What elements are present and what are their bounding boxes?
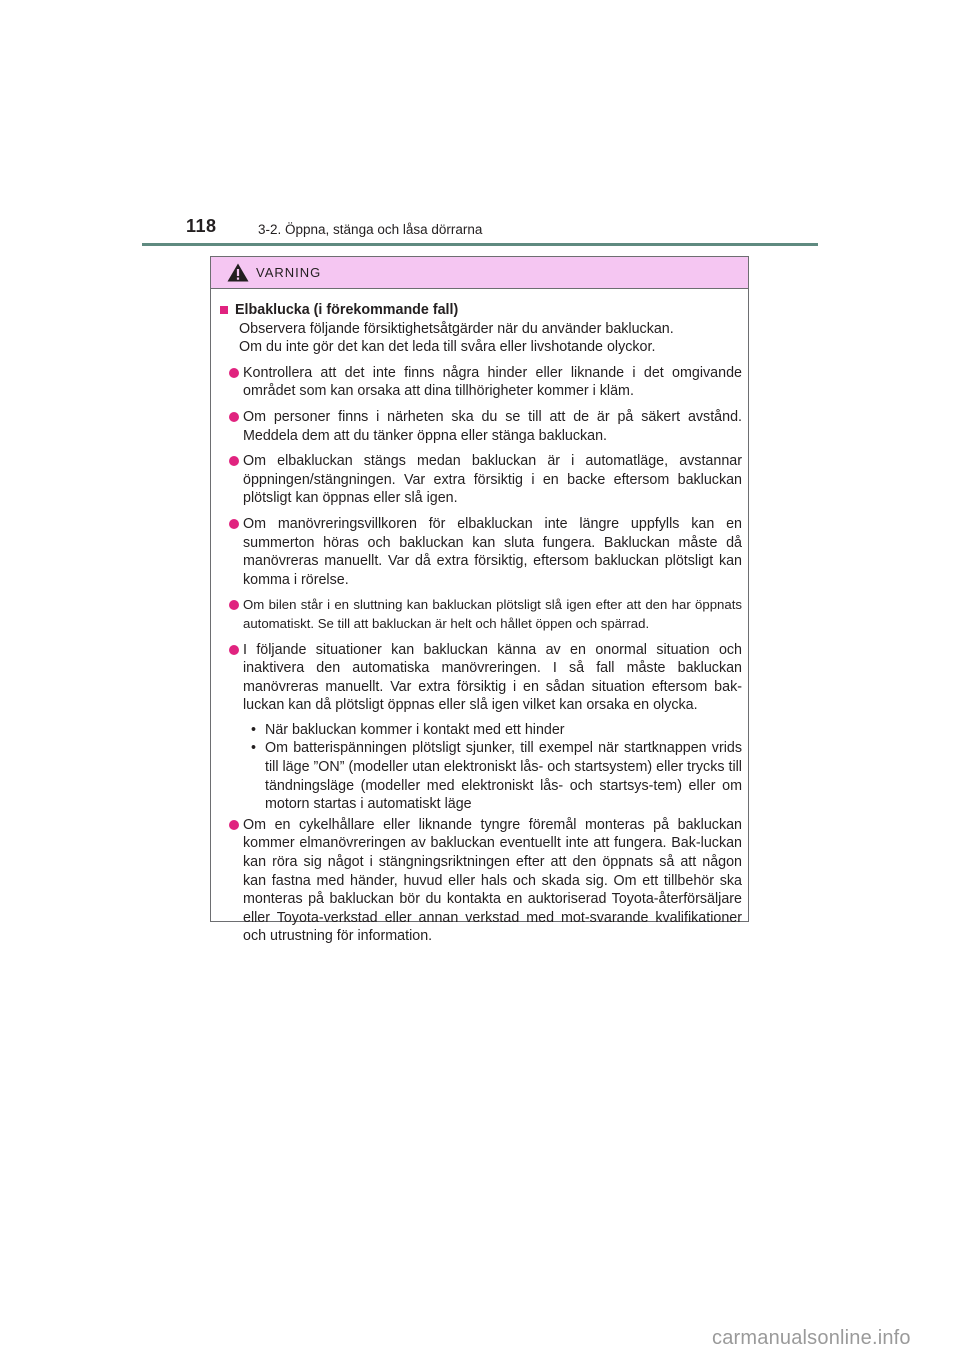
warning-header [211, 257, 748, 289]
bullet-dot-icon [229, 368, 239, 378]
bullet-text: Om personer finns i närheten ska du se till att de är på säkert avstånd. Meddela dem att du tänker öppna eller stänga bakluckan. [243, 408, 742, 444]
list-item [220, 816, 742, 946]
list-item [220, 408, 742, 445]
sub-list-item [251, 721, 742, 740]
warning-heading-text: Elbaklucka (i förekommande fall) [235, 302, 459, 318]
sub-item-text: Om batterispänningen plötsligt sjunker, till exempel när startknappen vrids till läge ”ON” (modeller utan elektroniskt lås- och startsystem) eller trycks till tändningsläge (modeller med elektroniskt lås- och startsys-tem) eller om motorn startas i automatiskt läge [265, 740, 742, 813]
warning-heading [220, 301, 742, 320]
sub-bullet-mark: • [251, 740, 257, 757]
warning-box [210, 256, 749, 945]
list-item [220, 452, 742, 508]
bullet-dot-icon [229, 645, 239, 655]
bullet-dot-icon [229, 456, 239, 466]
bullet-text: I följande situationer kan bakluckan känna av en onormal situation och inaktivera den automatiska manövreringen. I så fall måste bakluckan manövreras manuellt. Var extra försiktig i en sådan situation eftersom bak-luckan kan då plötsligt öppnas eller slå igen vilket kan orsaka en olycka. [243, 641, 742, 714]
sub-item-text: När bakluckan kommer i kontakt med ett hinder [265, 721, 565, 738]
bullet-text: Om en cykelhållare eller liknande tyngre föremål monteras på bakluckan kommer elmanövreringen av bakluckan eventuellt inte att fungera. Bak-luckan kan röra sig något i stängningsriktningen efter att den öppnats så att någon kan fastna med händer, huvud eller hals och skada sig. Om ett tillbehör ska monteras på bakluckan bör du kontakta en auktoriserad Toyota-återförsäljare eller Toyota-verkstad eller annan verkstad med mot-svarande kvalifikationer och utrustning för information. [243, 816, 742, 945]
list-item [220, 364, 742, 401]
sub-bullet-mark: • [251, 721, 257, 738]
bullet-text: Kontrollera att det inte finns några hinder eller liknande i det omgivande området som kan orsaka att dina tillhörigheter kommer i kläm. [243, 364, 742, 400]
list-item [220, 596, 742, 633]
bullet-dot-icon [229, 600, 239, 610]
list-item [220, 641, 742, 715]
intro-line: Observera följande försiktighetsåtgärder när du använder bakluckan. [239, 320, 674, 337]
warning-body [211, 289, 748, 946]
header-rule [142, 243, 818, 246]
intro-line: Om du inte gör det kan det leda till svåra eller livshotande olyckor. [239, 339, 656, 356]
watermark: carmanualsonline.info [712, 1327, 911, 1349]
bullet-text: Om bilen står i en sluttning kan bakluckan plötsligt slå igen efter att den har öppnats automatiskt. Se till att bakluckan är helt och hållet öppen och spärrad. [243, 597, 742, 631]
bullet-text: Om manövreringsvillkoren för elbakluckan inte längre uppfylls kan en summerton höras och bakluckan kan sluta fungera. Bakluckan måste då manövreras manuellt. Var då extra försiktig, eftersom bakluckan plötsligt kan komma i rörelse. [243, 515, 742, 588]
sub-list [251, 721, 742, 814]
list-item [220, 515, 742, 589]
bullet-dot-icon [229, 519, 239, 529]
bullet-dot-icon [229, 412, 239, 422]
bullet-text: Om elbakluckan stängs medan bakluckan är i automatläge, avstannar öppningen/stängningen. Var extra försiktig i en backe eftersom bakluckan plötsligt kan öppnas eller slå igen. [243, 453, 742, 507]
section-title: 3-2. Öppna, stänga och låsa dörrarna [258, 222, 483, 237]
page-number: 118 [186, 216, 217, 236]
warning-triangle-icon [227, 263, 249, 282]
sub-list-item [251, 739, 742, 813]
bullet-dot-icon [229, 820, 239, 830]
warning-label: VARNING [256, 265, 322, 280]
square-bullet-icon [220, 306, 228, 314]
